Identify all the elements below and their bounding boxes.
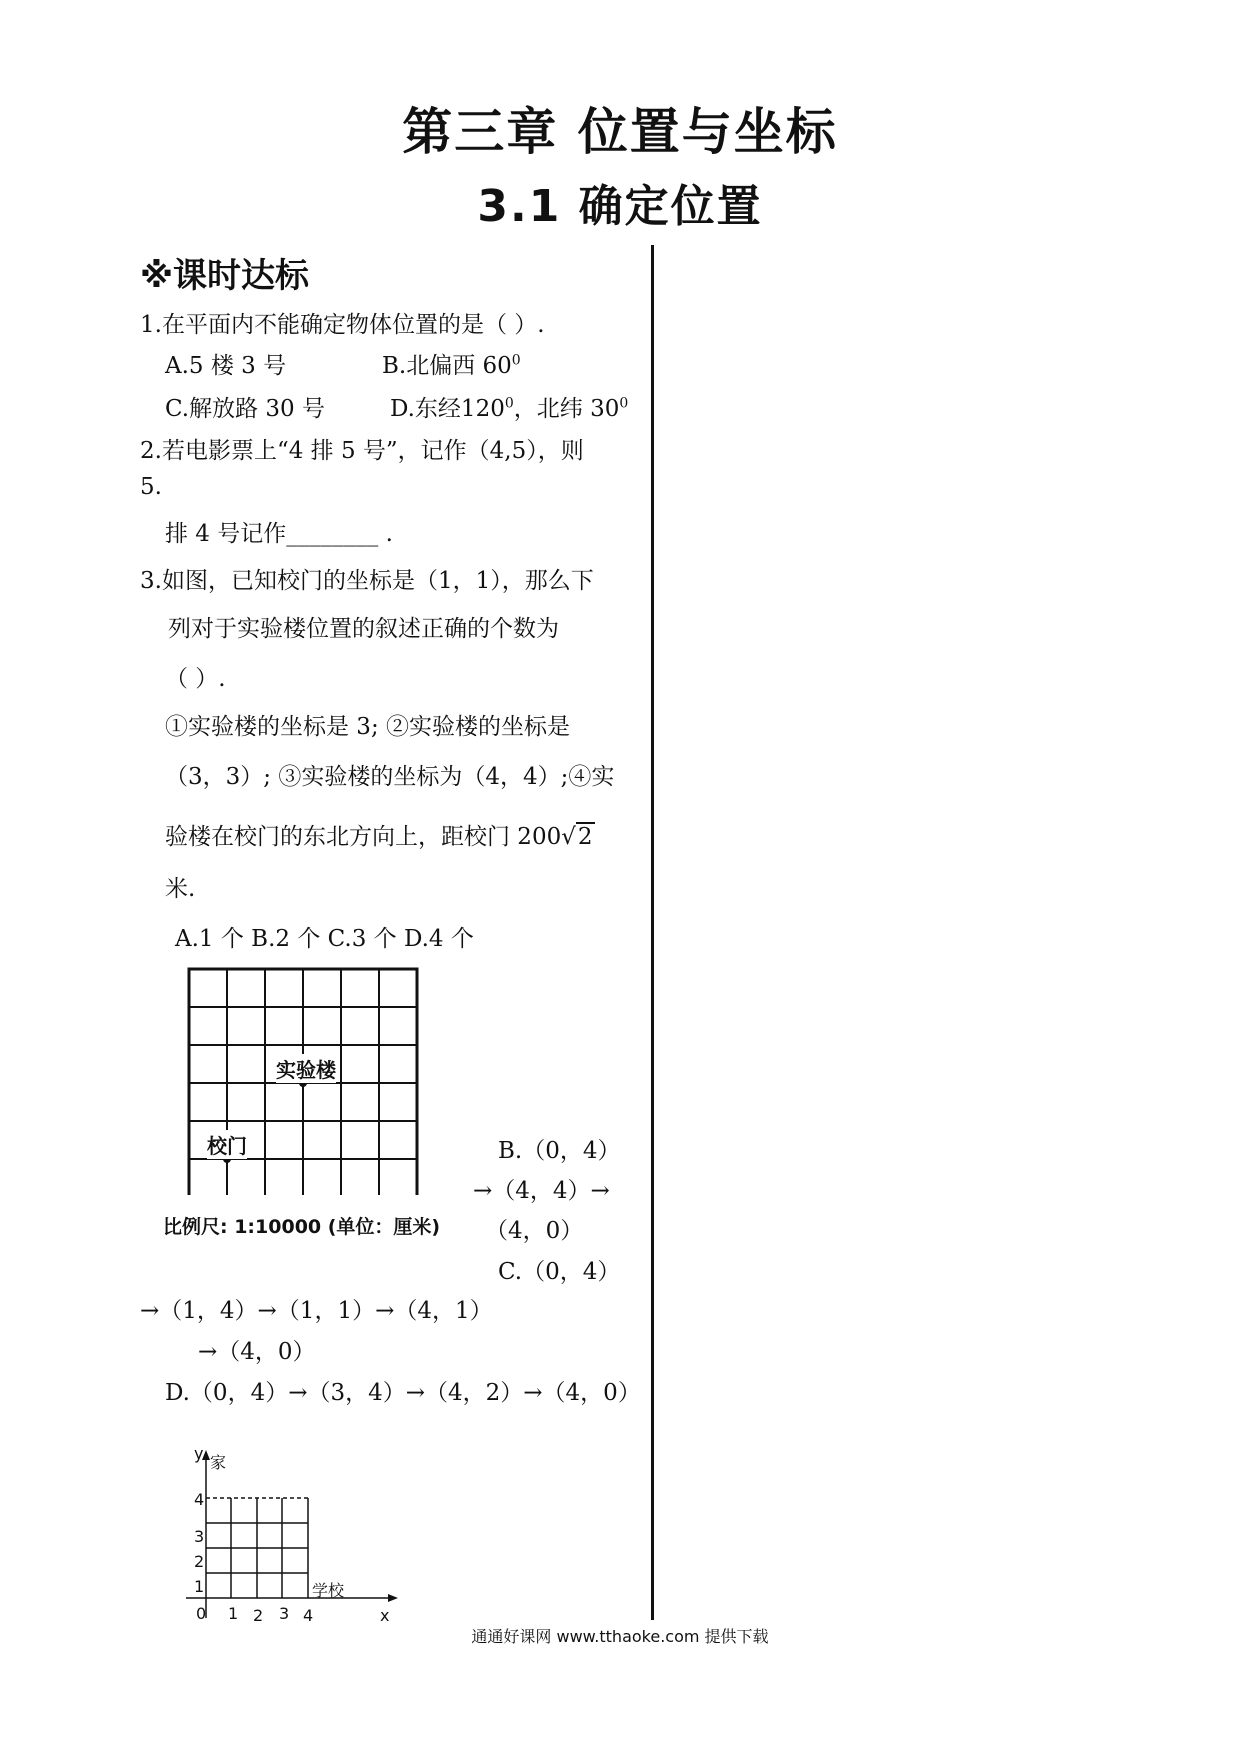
- section-heading: ※课时达标: [140, 256, 310, 296]
- q1-option-a: A.5 楼 3 号: [165, 353, 287, 379]
- route-axis-figure: [180, 1448, 410, 1628]
- footer-credit: 通通好课网 www.tthaoke.com 提供下载: [471, 1627, 769, 1646]
- origin-label: 0: [196, 1604, 207, 1623]
- q3-line1: 3.如图，已知校门的坐标是（1，1），那么下: [140, 568, 594, 594]
- route-c-line1: C.（0，4）: [498, 1259, 621, 1285]
- lab-label: 实验楼: [276, 1054, 336, 1083]
- route-b-line1: B.（0，4）: [498, 1138, 621, 1164]
- school-label: 学校: [312, 1581, 345, 1600]
- q3-line7: 米.: [165, 876, 196, 902]
- home-label: 家: [210, 1453, 227, 1472]
- q3-line3: （ ）.: [165, 666, 226, 692]
- q2-line1: 2.若电影票上“4 排 5 号”，记作（4,5），则: [140, 438, 584, 464]
- x-tick-1: 1: [228, 1604, 239, 1623]
- q3-line5: （3，3）; ③实验楼的坐标为（4，4）;④实: [165, 764, 615, 790]
- q2-line3: 排 4 号记作________ .: [165, 521, 393, 547]
- y-tick-4: 4: [194, 1490, 205, 1509]
- route-d: D.（0，4）→（3，4）→（4，2）→（4，0）: [165, 1380, 641, 1406]
- route-b-line2: →（4，4）→: [473, 1178, 610, 1204]
- q3-line2: 列对于实验楼位置的叙述正确的个数为: [168, 616, 559, 642]
- y-tick-1: 1: [194, 1577, 205, 1596]
- scale-note: 比例尺: 1:10000 (单位：厘米): [163, 1216, 441, 1238]
- q1-option-d: D.东经$120^0$，北纬 $30^0$: [390, 395, 629, 422]
- q3-options: A.1 个 B.2 个 C.3 个 D.4 个: [175, 926, 474, 952]
- chapter-title: 第三章 位置与坐标: [402, 103, 838, 161]
- x-tick-3: 3: [279, 1604, 290, 1623]
- q1-stem: 1.在平面内不能确定物体位置的是（ ）.: [140, 312, 545, 338]
- route-c-line3: →（4，0）: [198, 1339, 316, 1365]
- section-title: 3.1 确定位置: [477, 181, 763, 232]
- x-axis-label: x: [380, 1606, 390, 1625]
- q3-line4: ①实验楼的坐标是 3; ②实验楼的坐标是: [165, 714, 571, 740]
- column-divider: [651, 245, 654, 1620]
- x-tick-2: 2: [253, 1606, 264, 1625]
- q1-option-b: B.北偏西 $60^0$: [382, 352, 521, 379]
- x-tick-4: 4: [303, 1606, 314, 1625]
- q3-line6: 验楼在校门的东北方向上，距校门 200√2: [165, 824, 593, 850]
- route-c-line2: →（1，4）→（1，1）→（4，1）: [140, 1298, 493, 1324]
- y-tick-3: 3: [194, 1527, 205, 1546]
- q1-option-c: C.解放路 30 号: [165, 396, 325, 422]
- q2-line2: 5.: [140, 474, 162, 500]
- sqrt-symbol: √2: [561, 824, 593, 850]
- y-tick-2: 2: [194, 1552, 205, 1571]
- y-axis-label: y: [194, 1444, 204, 1463]
- gate-label: 校门: [207, 1130, 247, 1159]
- route-b-line3: （4，0）: [485, 1218, 584, 1244]
